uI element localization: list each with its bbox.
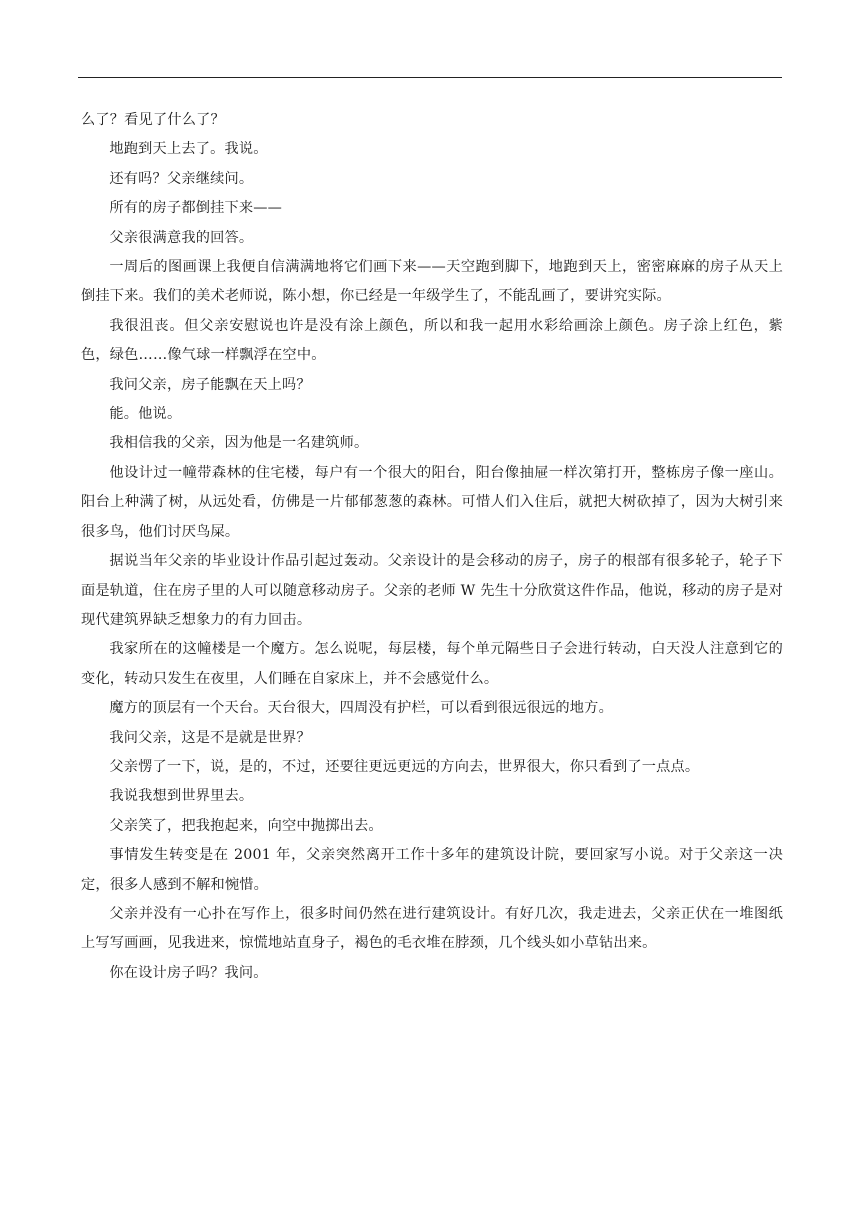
paragraph: 一周后的图画课上我便自信满满地将它们画下来——天空跑到脚下，地跑到天上，密密麻麻的房子从天上倒挂下来。我们的美术老师说，陈小想，你已经是一年级学生了，不能乱画了，要讲究实际。: [81, 259, 783, 305]
paragraph: 地跑到天上去了。我说。: [109, 141, 268, 158]
paragraph: 他设计过一幢带森林的住宅楼，每户有一个很大的阳台，阳台像抽屉一样次第打开，整栋房子像一座山。阳台上种满了树，从远处看，仿佛是一片郁郁葱葱的森林。可惜人们入住后，就把大树砍掉了，因为大树引来很多鸟，他们讨厌鸟屎。: [81, 464, 783, 540]
paragraph: 所有的房子都倒挂下来——: [109, 200, 283, 217]
paragraph: 父亲并没有一心扑在写作上，很多时间仍然在进行建筑设计。有好几次，我走进去，父亲正伏在一堆图纸上写写画画，见我进来，惊慌地站直身子，褐色的毛衣堆在脖颈，几个线头如小草钻出来。: [81, 905, 783, 952]
paragraph: 我说我想到世界里去。: [109, 788, 254, 805]
paragraph: 我家所在的这幢楼是一个魔方。怎么说呢，每层楼，每个单元隔些日子会进行转动，白天没人注意到它的变化，转动只发生在夜里，人们睡在自家床上，并不会感觉什么。: [81, 641, 783, 687]
paragraph: 我问父亲，房子能飘在天上吗？: [109, 376, 311, 393]
header-rule: [78, 77, 782, 78]
paragraph: 么了？看见了什么了？: [81, 112, 225, 128]
paragraph: 父亲愣了一下，说，是的，不过，还要往更远更远的方向去，世界很大，你只看到了一点点。: [109, 758, 700, 775]
paragraph: 能。他说。: [109, 406, 182, 423]
paragraph: 我问父亲，这是不是就是世界？: [109, 729, 311, 746]
paragraph: 据说当年父亲的毕业设计作品引起过轰动。父亲设计的是会移动的房子，房子的根部有很多轮子，轮子下面是轨道，住在房子里的人可以随意移动房子。父亲的老师 W 先生十分欣赏这件作品，他说，移动的房子是对现代建筑界缺乏想象力的有力回击。: [81, 553, 783, 628]
paragraph: 还有吗？父亲继续问。: [109, 170, 254, 187]
paragraph: 你在设计房子吗？我问。: [109, 964, 268, 981]
paragraph: 事情发生转变是在 2001 年，父亲突然离开工作十多年的建筑设计院，要回家写小说。对于父亲这一决定，很多人感到不解和惋惜。: [81, 847, 783, 893]
paragraph: 我很沮丧。但父亲安慰说也许是没有涂上颜色，所以和我一起用水彩给画涂上颜色。房子涂上红色，紫色，绿色……像气球一样飘浮在空中。: [81, 317, 783, 364]
document-body: [81, 106, 783, 988]
paragraph: 父亲很满意我的回答。: [109, 229, 254, 246]
paragraph: 我相信我的父亲，因为他是一名建筑师。: [109, 435, 369, 452]
paragraph: 魔方的顶层有一个天台。天台很大，四周没有护栏，可以看到很远很远的地方。: [109, 700, 613, 717]
paragraph: 父亲笑了，把我抱起来，向空中抛掷出去。: [109, 817, 383, 834]
